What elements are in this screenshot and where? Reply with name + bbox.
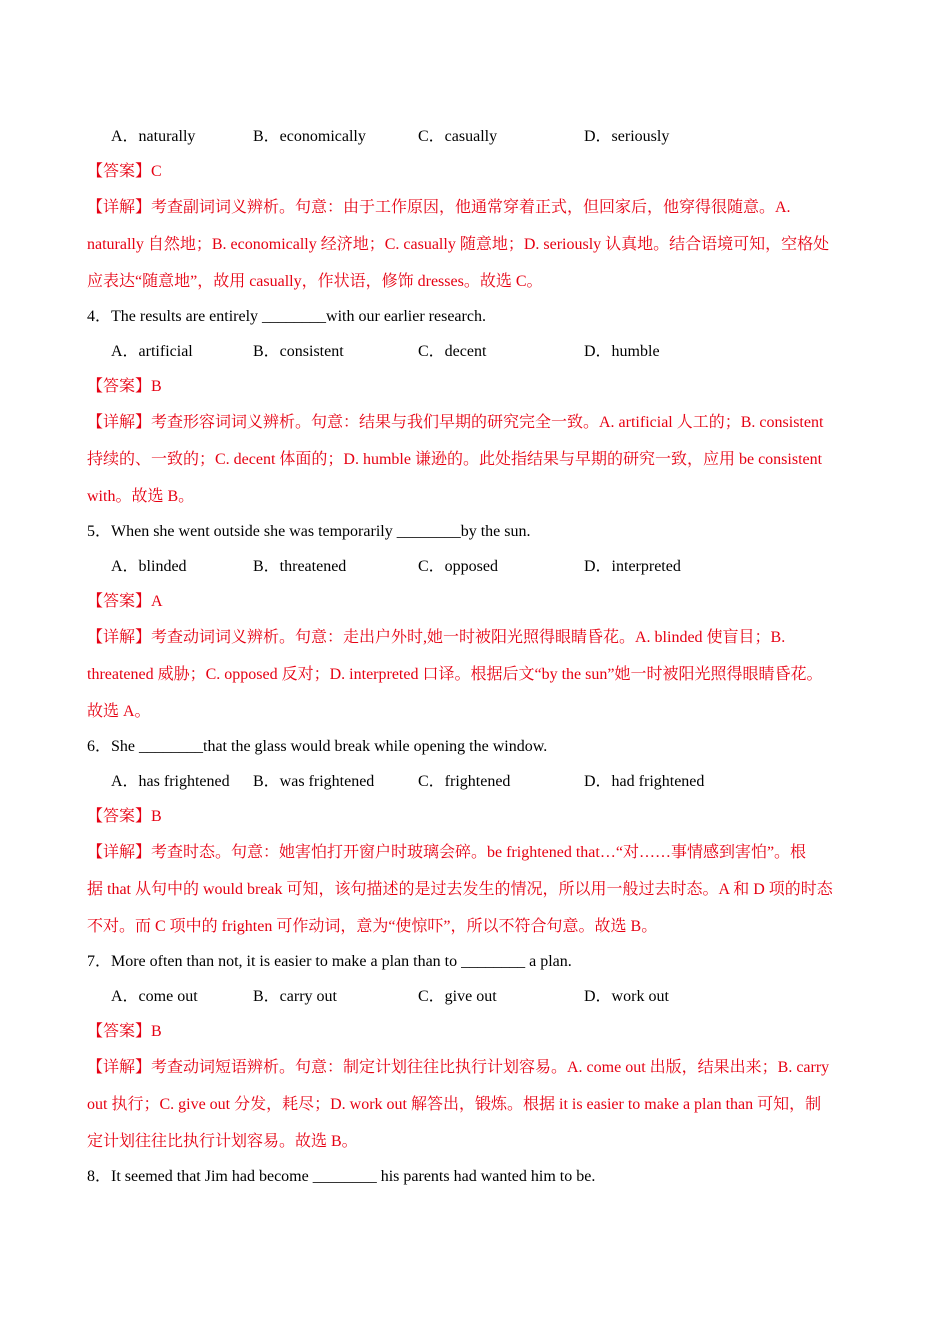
explanation-line: with。故选 B。 (87, 488, 195, 505)
option-d: D．humble (584, 343, 660, 360)
option-d: D．work out (584, 988, 669, 1005)
option-a: A．blinded (111, 558, 187, 575)
options-row (111, 772, 871, 792)
options-row (111, 987, 871, 1007)
options-row (111, 557, 871, 577)
option-d: D．had frightened (584, 773, 705, 790)
question-text: 8．It seemed that Jim had become ________ his parents had wanted him to be. (87, 1168, 596, 1185)
explanation-line: 定计划往往比执行计划容易。故选 B。 (87, 1133, 358, 1150)
answer-line: 【答案】C (87, 163, 162, 180)
explanation-line: 故选 A。 (87, 703, 151, 720)
answer-line: 【答案】B (87, 378, 162, 395)
explanation-line: 【详解】考查副词词义辨析。句意：由于工作原因，他通常穿着正式，但回家后，他穿得很随意。A. (87, 199, 791, 216)
explanation-line: 【详解】考查动词短语辨析。句意：制定计划往往比执行计划容易。A. come out 出版，结果出来；B. carry (87, 1059, 830, 1076)
explanation-line: threatened 威胁；C. opposed 反对；D. interpreted 口译。根据后文“by the sun”她一时被阳光照得眼睛昏花。 (87, 666, 823, 683)
option-b: B．was frightened (253, 773, 375, 790)
option-a: A．has frightened (111, 773, 230, 790)
option-c: C．frightened (418, 773, 511, 790)
explanation-line: 应表达“随意地”，故用 casually，作状语，修饰 dresses。故选 C。 (87, 273, 543, 290)
question-text: 5．When she went outside she was temporarily ________by the sun. (87, 523, 531, 540)
explanation-line: naturally 自然地；B. economically 经济地；C. casually 随意地；D. seriously 认真地。结合语境可知，空格处 (87, 236, 830, 253)
option-b: B．consistent (253, 343, 344, 360)
options-row (111, 127, 871, 147)
explanation-line: 不对。而 C 项中的 frighten 可作动词，意为“使惊吓”，所以不符合句意。故选 B。 (87, 918, 658, 935)
explanation-line: 持续的、一致的；C. decent 体面的；D. humble 谦逊的。此处指结果与早期的研究一致，应用 be consistent (87, 451, 823, 468)
option-c: C．casually (418, 128, 498, 145)
explanation-line: 【详解】考查形容词词义辨析。句意：结果与我们早期的研究完全一致。A. artificial 人工的；B. consistent (87, 414, 824, 431)
option-a: A．naturally (111, 128, 196, 145)
options-row (111, 342, 871, 362)
option-a: A．artificial (111, 343, 193, 360)
option-c: C．opposed (418, 558, 499, 575)
explanation-line: out 执行；C. give out 分发，耗尽；D. work out 解答出，锻炼。根据 it is easier to make a plan than 可知，制 (87, 1096, 822, 1113)
option-c: C．decent (418, 343, 487, 360)
question-text: 7．More often than not, it is easier to make a plan than to ________ a plan. (87, 953, 572, 970)
option-d: D．seriously (584, 128, 670, 145)
option-a: A．come out (111, 988, 198, 1005)
option-b: B．economically (253, 128, 366, 145)
answer-line: 【答案】B (87, 1023, 162, 1040)
option-d: D．interpreted (584, 558, 681, 575)
explanation-line: 据 that 从句中的 would break 可知，该句描述的是过去发生的情况，所以用一般过去时态。A 和 D 项的时态 (87, 881, 833, 898)
answer-line: 【答案】B (87, 808, 162, 825)
option-c: C．give out (418, 988, 497, 1005)
question-text: 6．She ________that the glass would break while opening the window. (87, 738, 548, 755)
option-b: B．threatened (253, 558, 347, 575)
explanation-line: 【详解】考查动词词义辨析。句意：走出户外时,她一时被阳光照得眼睛昏花。A. blinded 使盲目；B. (87, 629, 786, 646)
question-text: 4．The results are entirely ________with our earlier research. (87, 308, 486, 325)
answer-line: 【答案】A (87, 593, 163, 610)
explanation-line: 【详解】考查时态。句意：她害怕打开窗户时玻璃会碎。be frightened that…“对……事情感到害怕”。根 (87, 844, 807, 861)
option-b: B．carry out (253, 988, 337, 1005)
